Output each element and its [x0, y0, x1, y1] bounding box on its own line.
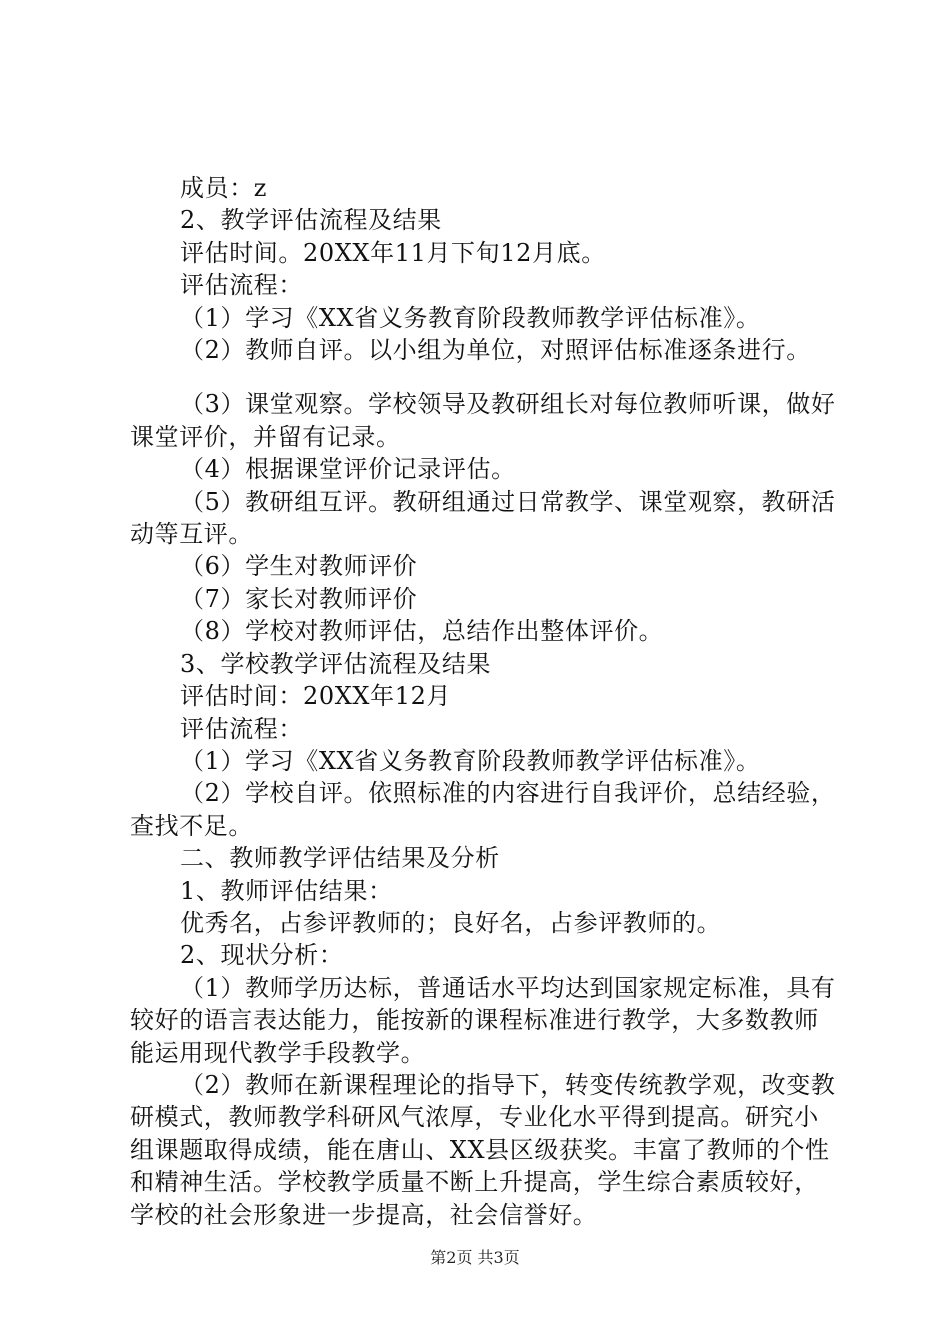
list-item: （5）教研组互评。教研组通过日常教学、课堂观察，教研活动等互评。: [130, 487, 836, 549]
list-item: （2）教师自评。以小组为单位，对照评估标准逐条进行。: [180, 336, 811, 365]
page-footer: 第2页 共3页: [430, 1248, 520, 1267]
document-body: [130, 172, 840, 1231]
blank-line: [130, 366, 840, 388]
list-item: （2）教师在新课程理论的指导下，转变传统教学观，改变教研模式，教师教学科研风气浓厚，专业化水平得到提高。研究小组课题取得成绩，能在唐山、XX县区级获奖。丰富了教师的个性和精神生活。学校教学质量不断上升提高，学生综合素质较好，学校的社会形象进一步提高，社会信誉好。: [130, 1070, 836, 1229]
list-item: （4）根据课堂评价记录评估。: [180, 455, 516, 484]
chapter-heading: 二、教师教学评估结果及分析: [180, 844, 500, 873]
list-item: （8）学校对教师评估，总结作出整体评价。: [180, 617, 664, 646]
paragraph: 评估时间。20XX年11月下旬12月底。: [180, 238, 606, 267]
paragraph: 评估流程：: [180, 271, 303, 300]
list-item: （2）学校自评。依照标准的内容进行自我评价，总结经验，查找不足。: [130, 779, 836, 840]
list-item: （1）学习《XX省义务教育阶段教师教学评估标准》。: [180, 746, 761, 775]
section-heading: 2、教学评估流程及结果: [180, 206, 442, 235]
paragraph: 评估流程：: [180, 714, 303, 743]
paragraph: 评估时间：20XX年12月: [180, 682, 452, 711]
list-item: （1）学习《XX省义务教育阶段教师教学评估标准》。: [180, 303, 761, 332]
section-heading: 3、学校教学评估流程及结果: [180, 649, 492, 678]
members-line: 成员：z: [180, 174, 268, 202]
list-item: （3）课堂观察。学校领导及教研组长对每位教师听课，做好课堂评价，并留有记录。: [130, 390, 836, 451]
list-item: （1）教师学历达标，普通话水平均达到国家规定标准，具有较好的语言表达能力，能按新的课程标准进行教学，大多数教师能运用现代教学手段教学。: [130, 973, 836, 1067]
list-item: （7）家长对教师评价: [180, 584, 418, 613]
paragraph: 优秀名，占参评教师的；良好名，占参评教师的。: [180, 908, 722, 937]
section-heading: 2、现状分析：: [180, 941, 344, 970]
list-item: （6）学生对教师评价: [180, 552, 418, 581]
section-heading: 1、教师评估结果：: [180, 876, 393, 905]
